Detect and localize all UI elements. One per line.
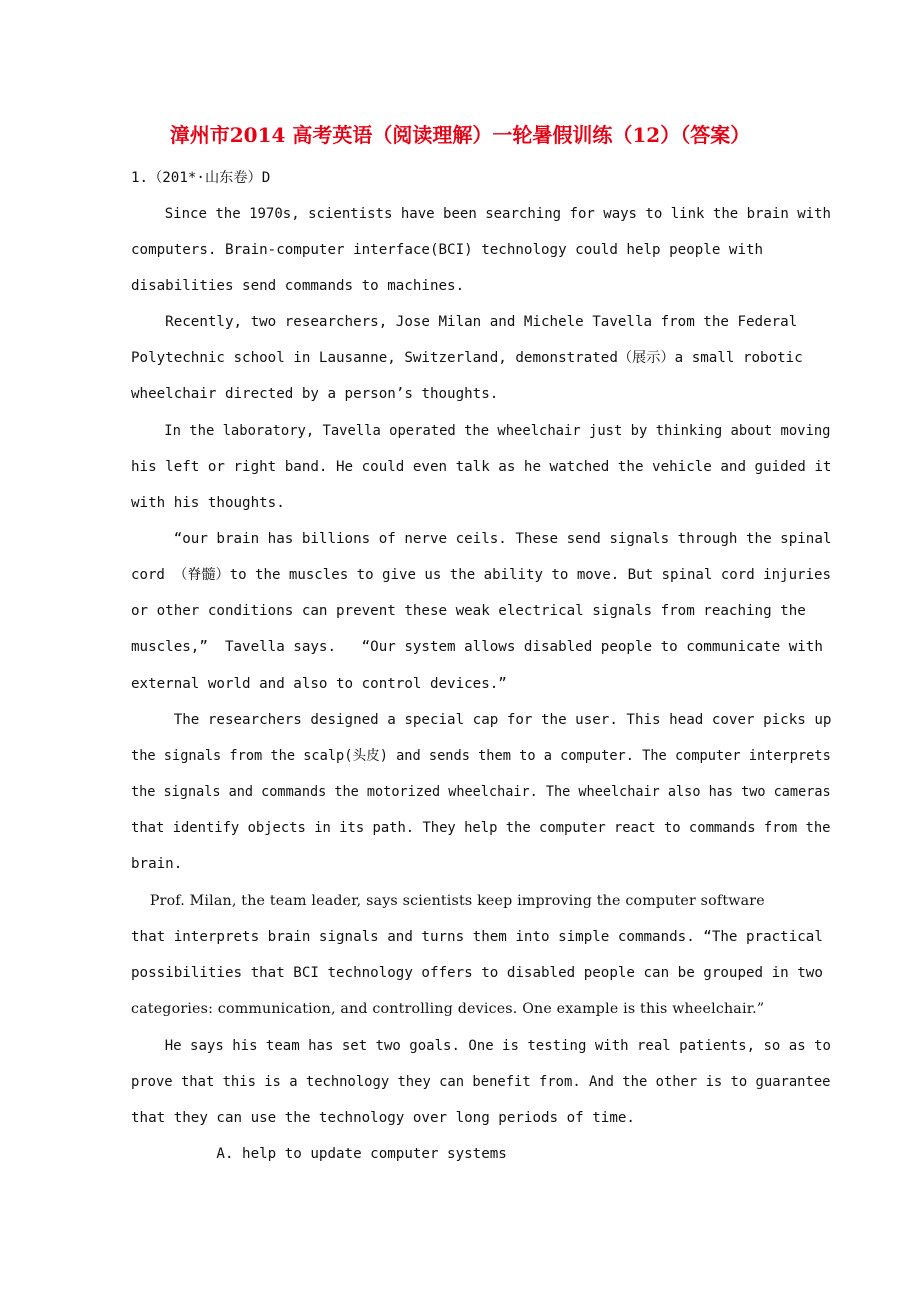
passage-line: wheelchair directed by a person’s thoughts.: [131, 386, 499, 402]
passage-line: or other conditions can prevent these weak electrical signals from reaching the: [131, 603, 806, 619]
passage-line: possibilities that BCI technology offers to disabled people can be grouped in two: [131, 965, 823, 981]
passage-line: prove that this is a technology they can benefit from. And the other is to guarantee: [131, 1074, 831, 1090]
passage-line: In the laboratory, Tavella operated the wheelchair just by thinking about moving: [131, 423, 831, 439]
passage-line: the signals and commands the motorized wheelchair. The wheelchair also has two cameras: [131, 784, 831, 800]
document-title: 漳州市2014 高考英语（阅读理解）一轮暑假训练（12）（答案）: [169, 123, 751, 147]
passage-line: categories: communication, and controlling devices. One example is this wheelchair.”: [131, 1001, 765, 1017]
passage-line: that they can use the technology over long periods of time.: [131, 1110, 635, 1126]
passage-line: Prof. Milan, the team leader, says scientists keep improving the computer software: [131, 893, 765, 909]
passage-line: “our brain has billions of nerve ceils. These send signals through the spinal: [131, 531, 832, 547]
passage-line: disabilities send commands to machines.: [131, 278, 465, 294]
answer-option-a: A. help to update computer systems: [131, 1146, 507, 1162]
passage-line: computers. Brain-computer interface(BCI) technology could help people with: [131, 242, 764, 258]
passage-line: Polytechnic school in Lausanne, Switzerland, demonstrated（展示）a small robotic: [131, 350, 803, 366]
passage-line: with his thoughts.: [131, 495, 285, 511]
passage-line: Recently, two researchers, Jose Milan and Michele Tavella from the Federal: [131, 314, 798, 330]
passage-line: He says his team has set two goals. One is testing with real patients, so as to: [131, 1038, 831, 1054]
passage-line: The researchers designed a special cap for the user. This head cover picks up: [131, 712, 832, 728]
passage-line: cord （脊髓）to the muscles to give us the ability to move. But spinal cord injuries: [131, 567, 831, 583]
passage-line: that identify objects in its path. They help the computer react to commands from the: [131, 820, 831, 836]
question-header: 1.（201*·山东卷）D: [131, 170, 271, 186]
passage-line: his left or right band. He could even talk as he watched the vehicle and guided it: [131, 459, 832, 475]
passage-line: the signals from the scalp(头皮) and sends them to a computer. The computer interprets: [131, 748, 831, 764]
passage-line: Since the 1970s, scientists have been searching for ways to link the brain with: [131, 206, 831, 222]
passage-line: brain.: [131, 856, 183, 872]
passage-line: that interprets brain signals and turns them into simple commands. “The practical: [131, 929, 823, 945]
passage-line: external world and also to control devices.”: [131, 676, 507, 692]
passage-line: muscles,” Tavella says. “Our system allows disabled people to communicate with: [131, 639, 823, 655]
